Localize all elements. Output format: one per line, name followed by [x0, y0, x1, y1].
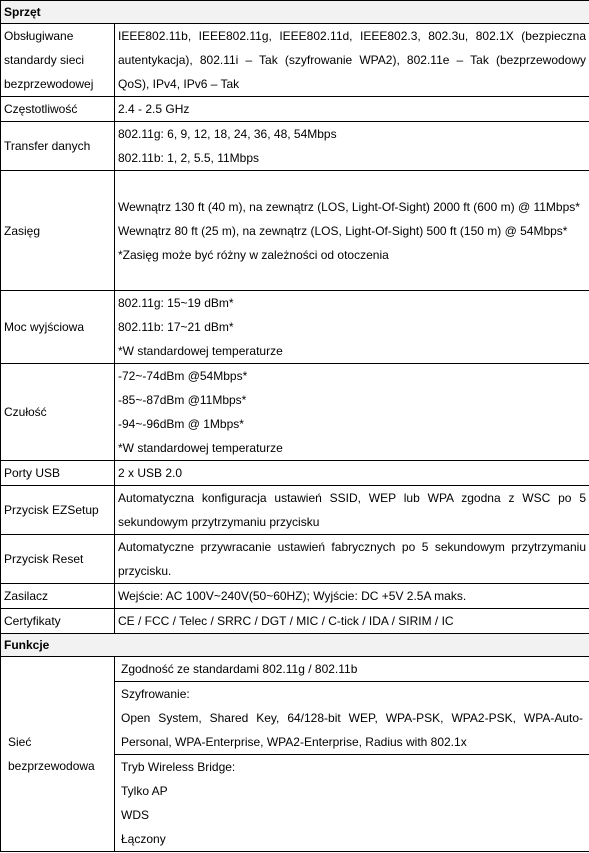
spec-label: [1, 486, 115, 535]
spec-value-line: 2.4 - 2.5 GHz: [118, 102, 190, 116]
function-value: [115, 657, 589, 682]
function-value-line: Szyfrowanie:: [121, 687, 190, 701]
section-title-functions: Funkcje: [1, 634, 589, 657]
spec-row: [1, 486, 589, 535]
function-value-line: WDS: [121, 808, 149, 822]
spec-label-line: Częstotliwość: [4, 102, 78, 116]
section-title-hardware: Sprzęt: [1, 1, 589, 24]
spec-label-line: Obsługiwane: [4, 29, 74, 43]
spec-label-line: Moc wyjściowa: [4, 320, 85, 334]
spec-value-line: Automatyczna konfiguracja ustawień SSID, WEP lub WPA zgodna z WSC po 5 sekundowym przytrzymaniu przycisku: [118, 491, 586, 529]
spec-value: [115, 122, 589, 171]
spec-value-line: *W standardowej temperaturze: [118, 344, 283, 358]
spec-value-line: 802.11b: 17~21 dBm*: [118, 320, 234, 334]
spec-label: [1, 122, 115, 171]
spec-value-line: -72~-74dBm @54Mbps*: [118, 369, 248, 383]
spec-label-line: Czułość: [4, 405, 47, 419]
spec-value-line: Automatyczne przywracanie ustawień fabrycznych po 5 sekundowym przytrzymaniu przycisku.: [118, 540, 586, 578]
spec-label: [1, 171, 115, 291]
spec-label: [1, 535, 115, 584]
function-value-line: Łączony: [121, 832, 166, 846]
spec-value-line: -94~-96dBm @ 1Mbps*: [118, 417, 244, 431]
spec-value: [115, 24, 589, 97]
spec-label: [1, 461, 115, 486]
function-value: [115, 682, 589, 755]
spec-value-line: CE / FCC / Telec / SRRC / DGT / MIC / C-tick / IDA / SIRIM / IC: [118, 614, 454, 628]
spec-value-line: IEEE802.11b, IEEE802.11g, IEEE802.11d, IEEE802.3, 802.3u, 802.1X (bezpieczna autentykacja), 802.11i – Tak (szyfrowanie WPA2), 802.11e – Tak (bezprzewodowy QoS), IPv4, IPv6 – Tak: [118, 29, 586, 91]
spec-row: [1, 24, 589, 97]
spec-value: [115, 486, 589, 535]
spec-label-line: Zasięg: [4, 223, 41, 238]
spec-value-line: 802.11g: 6, 9, 12, 18, 24, 36, 48, 54Mbps: [118, 127, 337, 141]
function-value-line: Open System, Shared Key, 64/128-bit WEP, WPA-PSK, WPA2-PSK, WPA-Auto-Personal, WPA-Enterprise, WPA2-Enterprise, Radius with 802.1x: [121, 711, 583, 749]
spec-value-line: Wewnątrz 130 ft (40 m), na zewnątrz (LOS, Light-Of-Sight) 2000 ft (600 m) @ 11Mbps*: [118, 199, 580, 214]
function-label-line: bezprzewodowa: [8, 759, 95, 773]
function-row: [1, 657, 589, 682]
function-value-line: Tylko AP: [121, 784, 168, 798]
spec-value: [115, 461, 589, 486]
spec-value-line: Wewnątrz 80 ft (25 m), na zewnątrz (LOS, Light-Of-Sight) 500 ft (150 m) @ 54Mbps*: [118, 223, 568, 238]
spec-label-line: standardy sieci: [4, 53, 85, 67]
spec-label-line: Transfer danych: [4, 139, 91, 153]
spec-label-line: Przycisk EZSetup: [4, 503, 99, 517]
spec-label: [1, 584, 115, 609]
spec-value-line: -85~-87dBm @11Mbps*: [118, 393, 247, 407]
spec-value-line: Wejście: AC 100V~240V(50~60HZ); Wyjście: DC +5V 2.5A maks.: [118, 589, 467, 603]
spec-label: [1, 97, 115, 122]
section-row-hardware: [1, 1, 589, 24]
spec-row: [1, 461, 589, 486]
spec-label-line: Certyfikaty: [4, 614, 61, 628]
spec-row: [1, 122, 589, 171]
spec-row: [1, 584, 589, 609]
spec-row: [1, 609, 589, 634]
spec-label-line: Zasilacz: [4, 589, 49, 603]
spec-table-body: [1, 1, 589, 852]
spec-label-line: bezprzewodowej: [4, 77, 94, 91]
spec-label: [1, 364, 115, 461]
section-row-functions: [1, 634, 589, 657]
spec-value-line: 2 x USB 2.0: [118, 466, 183, 480]
spec-value-line: *W standardowej temperaturze: [118, 441, 283, 455]
spec-value: [115, 291, 589, 364]
function-value-line: Tryb Wireless Bridge:: [121, 760, 236, 774]
spec-row: [1, 171, 589, 291]
spec-value: [115, 171, 589, 291]
spec-value-line: 802.11g: 15~19 dBm*: [118, 296, 234, 310]
spec-value: [115, 364, 589, 461]
spec-row: [1, 364, 589, 461]
spec-row: [1, 97, 589, 122]
spec-row: [1, 535, 589, 584]
spec-value: [115, 97, 589, 122]
spec-label-line: Przycisk Reset: [4, 552, 84, 566]
function-label: [1, 657, 115, 852]
spec-value: [115, 609, 589, 634]
spec-value: [115, 584, 589, 609]
spec-label-line: Porty USB: [4, 466, 61, 480]
spec-value-line: *Zasięg może być różny w zależności od otoczenia: [118, 247, 389, 262]
function-value: [115, 755, 589, 852]
function-label-line: Sieć: [8, 735, 32, 749]
spec-row: [1, 291, 589, 364]
spec-value-line: 802.11b: 1, 2, 5.5, 11Mbps: [118, 151, 259, 165]
spec-label: [1, 609, 115, 634]
spec-value: [115, 535, 589, 584]
spec-label: [1, 24, 115, 97]
spec-label: [1, 291, 115, 364]
function-value-line: Zgodność ze standardami 802.11g / 802.11b: [121, 662, 358, 676]
